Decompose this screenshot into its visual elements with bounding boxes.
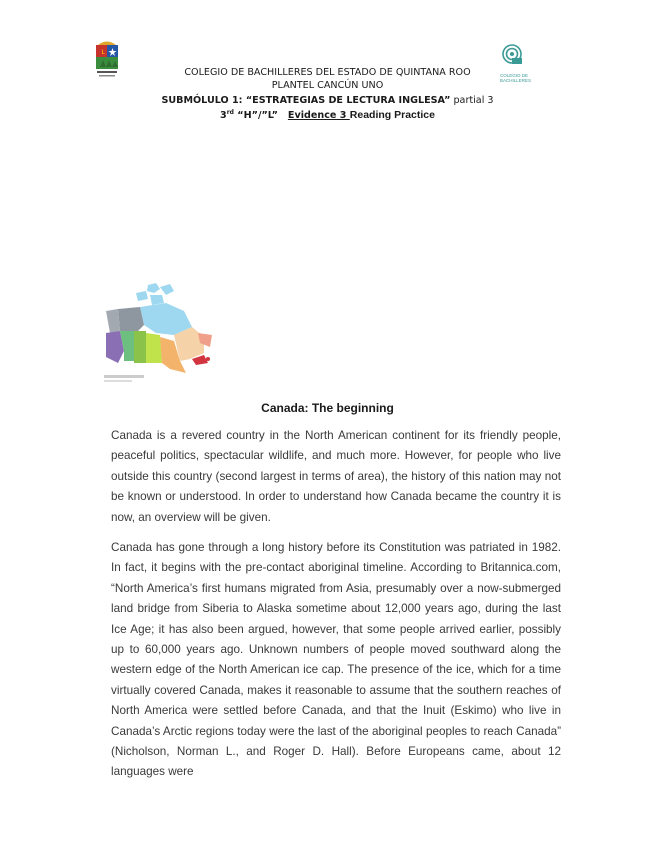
paragraph-1-text: Canada is a revered country in the North American continent for its friendly people, peaceful politics, spectacular wildlife, and much more. However, for people who live outside this country (second largest in terms of area), the history of this nation may not be known or understood. In order to understand how Canada became the country it is now, an overview will be given. [111,429,561,524]
paragraph-2-text: Canada has gone through a long history before its Constitution was patriated in 1982. In fact, it begins with the pre-contact aboriginal timeline. According to Britannica.com, “North America’s first humans migrated from Asia, presumably over a now-submerged land bridge from Siberia to Alaska sometime about 12,000 years ago, during the last Ice Age; it has also been argued, however, that some people arrived earlier, possibly up to 60,000 years ago. Unknown numbers of people moved southward along the western edge of the North American ice cap. The presence of the ice, which for a time virtually covered Canada, makes it reasonable to assume that the southern reaches of North America were settled before Canada, and that the Inuit (Eskimo) who live in Canada’s Arctic regions today were the last of the aboriginal peoples to reach Canada” (Nicholson, Norman L., and Roger D. Hall). Before Europeans came, about 12 languages were [111,541,561,779]
logo-text-line2: BACHILLERES [500,78,532,83]
header-line1: COLEGIO DE BACHILLERES DEL ESTADO DE QUINTANA ROO [184,67,471,78]
article-title: Canada: The beginning [261,401,394,415]
header-submodule [0,95,655,106]
header-submodule-title: SUBMÓLULO 1: “ESTRATEGIAS DE LECTURA INGLESA” [161,95,451,106]
header-partial: partial 3 [450,95,494,106]
article-paragraph-1 [111,426,561,528]
canada-map-image [100,281,224,387]
header-grade-number: 3 [220,110,227,122]
header-evidence [0,109,655,121]
header-line2: PLANTEL CANCÚN UNO [271,80,384,91]
logo-text-line1: COLEGIO DE [500,73,529,78]
header-evidence-number: Evidence 3 [287,110,350,122]
header-groups: “H”/”L” [233,110,288,122]
header-campus [0,80,655,91]
header-grade-sup: rd [226,109,234,116]
header-school-name [0,67,655,78]
header-reading-practice: Reading Practice [349,109,435,122]
article-paragraph-2 [111,538,561,783]
svg-text:L: L [101,49,105,56]
